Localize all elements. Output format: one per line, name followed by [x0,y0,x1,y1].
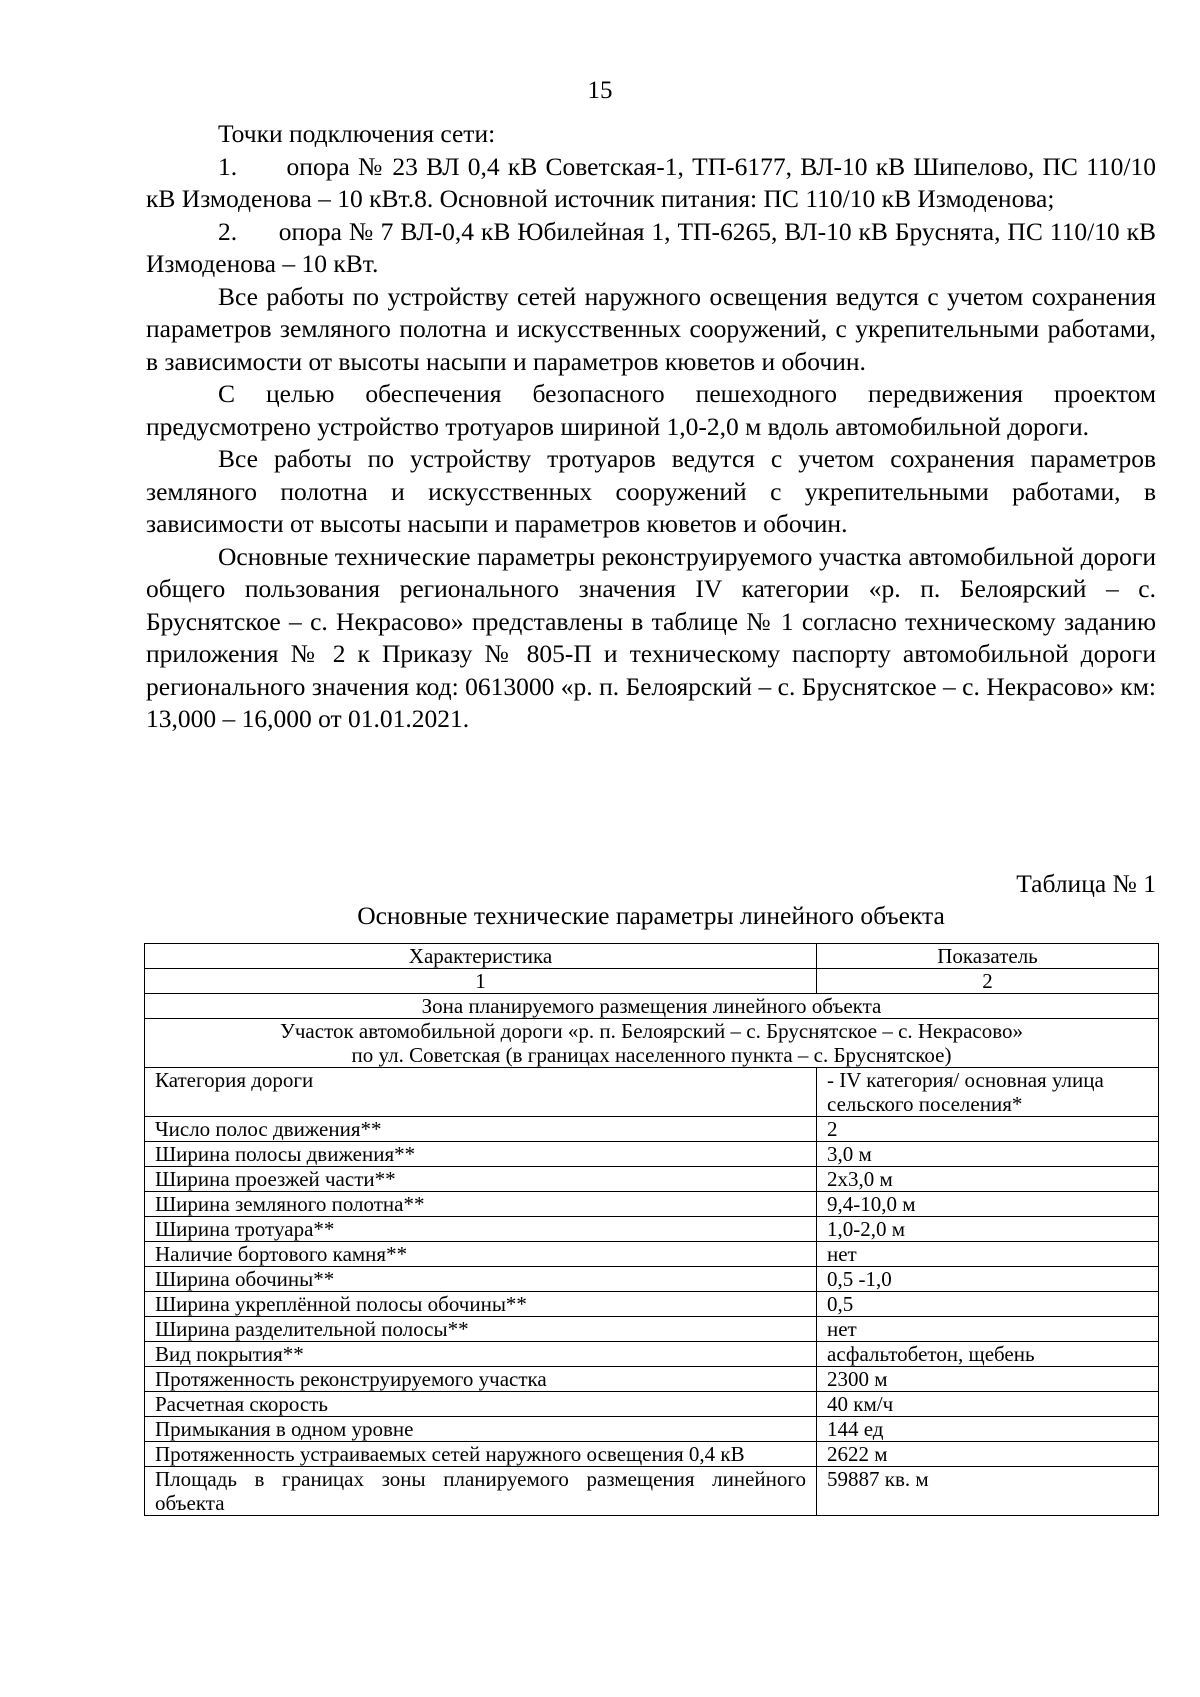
section-heading-row [145,1019,1159,1068]
table-row [145,1342,1159,1367]
section-heading-line-2: по ул. Советская (в границах населенного пункта – с. Бруснятское) [351,1043,952,1067]
column-number-2: 2 [817,969,1159,994]
indicator-cell: нет [817,1242,1159,1267]
indicator-cell: 59887 кв. м [817,1467,1159,1516]
paragraph-sidewalk-works: Все работы по устройству тротуаров ведутся с учетом сохранения параметров земляного полотна и искусственных сооружений с укрепительными работами, в зависимости от высоты насыпи и параметров кюветов и обочин. [146,444,1156,538]
characteristic-cell: Ширина проезжей части** [145,1167,817,1192]
paragraph-sidewalks: С целью обеспечения безопасного пешеходного передвижения проектом предусмотрено устройство тротуаров шириной 1,0-2,0 м вдоль автомобильной дороги. [146,379,1156,441]
characteristic-cell: Ширина разделительной полосы** [145,1317,817,1342]
column-number-1: 1 [145,969,817,994]
table-row [145,1442,1159,1467]
characteristic-cell: Категория дороги [145,1068,817,1117]
table-row [145,1192,1159,1217]
paragraph-connection-points: Точки подключения сети: [218,119,496,148]
characteristic-cell: Расчетная скорость [145,1392,817,1417]
zone-heading-row [145,994,1159,1019]
table-row [145,1392,1159,1417]
body-text [146,118,1156,736]
table-row [145,1417,1159,1442]
indicator-cell: 0,5 [817,1292,1159,1317]
indicator-cell: 2622 м [817,1442,1159,1467]
table-row [145,1367,1159,1392]
table-row [145,1142,1159,1167]
characteristic-cell: Площадь в границах зоны планируемого размещения линейного объекта [145,1467,817,1516]
characteristic-cell: Ширина полосы движения** [145,1142,817,1167]
characteristic-cell: Примыкания в одном уровне [145,1417,817,1442]
table-header-row [145,944,1159,969]
table-row [145,1217,1159,1242]
paragraph-parameters: Основные технические параметры реконструируемого участка автомобильной дороги общего пользования регионального значения IV категории «р. п. Белоярский – с. Бруснятское – с. Некрасово» представлены в таблице № 1 согласно техническому заданию приложения № 2 к Приказу № 805-П и техническому паспорту автомобильной дороги регионального значения код: 0613000 «р. п. Белоярский – с. Бруснятское – с. Некрасово» км: 13,000 – 16,000 от 01.01.2021. [146,541,1156,733]
indicator-cell: 144 ед [817,1417,1159,1442]
indicator-cell: 2300 м [817,1367,1159,1392]
table-caption [146,868,1156,932]
indicator-cell: 0,5 -1,0 [817,1267,1159,1292]
indicator-cell: - IV категория/ основная улица сельского поселения* [817,1068,1159,1117]
zone-heading: Зона планируемого размещения линейного объекта [145,994,1159,1019]
paragraph-connection-1: 1. опора № 23 ВЛ 0,4 кВ Советская-1, ТП-6177, ВЛ-10 кВ Шипелово, ПС 110/10 кВ Измоденова – 10 кВт.8. Основной источник питания: ПС 110/10 кВ Измоденова; [146,151,1156,213]
table-row [145,1117,1159,1142]
characteristic-cell: Ширина тротуара** [145,1217,817,1242]
indicator-cell: 2 [817,1117,1159,1142]
table-row [145,1267,1159,1292]
characteristic-cell: Ширина укреплённой полосы обочины** [145,1292,817,1317]
paragraph-connection-2: 2. опора № 7 ВЛ-0,4 кВ Юбилейная 1, ТП-6265, ВЛ-10 кВ Бруснята, ПС 110/10 кВ Измоденова – 10 кВт. [146,216,1156,278]
parameters-table [144,943,1159,1516]
indicator-cell: 40 км/ч [817,1392,1159,1417]
indicator-cell: нет [817,1317,1159,1342]
table-row [145,1242,1159,1267]
characteristic-cell: Протяженность реконструируемого участка [145,1367,817,1392]
page-number: 15 [587,77,613,104]
paragraph-lighting-works: Все работы по устройству сетей наружного освещения ведутся с учетом сохранения параметров земляного полотна и искусственных сооружений, с укрепительными работами, в зависимости от высоты насыпи и параметров кюветов и обочин. [146,281,1156,376]
table-row [145,1467,1159,1516]
column-number-row [145,969,1159,994]
indicator-cell: 3,0 м [817,1142,1159,1167]
table-row [145,1317,1159,1342]
characteristic-cell: Число полос движения** [145,1117,817,1142]
indicator-cell: 2х3,0 м [817,1167,1159,1192]
table-row [145,1068,1159,1117]
characteristic-cell: Вид покрытия** [145,1342,817,1367]
characteristic-cell: Ширина земляного полотна** [145,1192,817,1217]
table-row [145,1167,1159,1192]
indicator-cell: 1,0-2,0 м [817,1217,1159,1242]
section-heading-line-1: Участок автомобильной дороги «р. п. Белоярский – с. Бруснятское – с. Некрасово» [280,1019,1023,1043]
characteristic-cell: Наличие бортового камня** [145,1242,817,1267]
indicator-cell: асфальтобетон, щебень [817,1342,1159,1367]
indicator-cell: 9,4-10,0 м [817,1192,1159,1217]
table-title: Основные технические параметры линейного объекта [357,901,945,930]
header-indicator: Показатель [817,944,1159,969]
header-characteristic: Характеристика [145,944,817,969]
table-number: Таблица № 1 [1016,869,1156,898]
characteristic-cell: Протяженность устраиваемых сетей наружного освещения 0,4 кВ [145,1442,817,1467]
section-heading [145,1019,1159,1068]
characteristic-cell: Ширина обочины** [145,1267,817,1292]
table-row [145,1292,1159,1317]
